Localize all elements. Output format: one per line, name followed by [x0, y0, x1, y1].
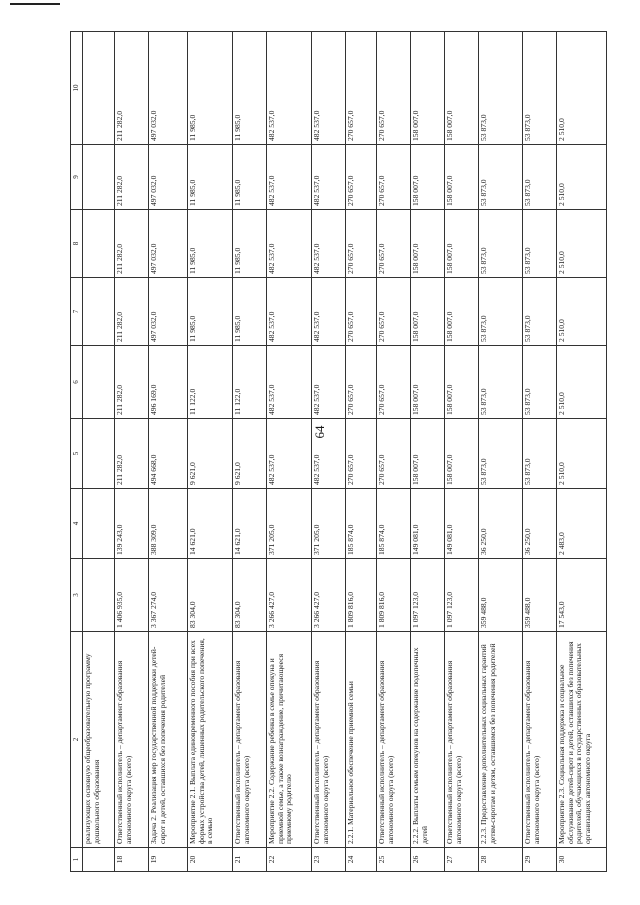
value-cell: 53 873,0 [523, 278, 557, 346]
value-cell: 388 309,0 [149, 489, 188, 559]
header-cell: 9 [71, 145, 83, 210]
value-cell: 11 985,0 [233, 145, 267, 210]
row-number-cell: 24 [346, 848, 377, 872]
value-cell: 371 205,0 [267, 489, 312, 559]
value-cell: 482 537,0 [312, 419, 346, 489]
continuation-row [83, 32, 115, 872]
value-cell: 482 537,0 [267, 210, 312, 278]
row-number-cell: 20 [188, 848, 233, 872]
table-row [188, 32, 233, 872]
value-cell: 158 007,0 [445, 278, 479, 346]
value-cell: 270 657,0 [377, 346, 411, 419]
table-row [346, 32, 377, 872]
value-cell: 270 657,0 [346, 278, 377, 346]
value-cell: 14 621,0 [188, 489, 233, 559]
value-cell: 53 873,0 [479, 210, 523, 278]
table-row [149, 32, 188, 872]
value-cell: 211 282,0 [115, 210, 149, 278]
value-cell: 149 081,0 [411, 489, 445, 559]
value-cell: 496 169,0 [149, 346, 188, 419]
empty-cell [83, 32, 115, 145]
table-row [557, 32, 607, 872]
value-cell: 53 873,0 [523, 32, 557, 145]
value-cell: 11 985,0 [188, 32, 233, 145]
value-cell: 1 097 123,0 [411, 559, 445, 632]
value-cell: 270 657,0 [377, 278, 411, 346]
table-row [233, 32, 267, 872]
row-number-cell: 29 [523, 848, 557, 872]
value-cell: 14 621,0 [233, 489, 267, 559]
header-cell: 8 [71, 210, 83, 278]
value-cell: 494 668,0 [149, 419, 188, 489]
value-cell: 1 097 123,0 [445, 559, 479, 632]
row-name-cell: Мероприятие 2.1. Выплата единовременного пособия при всех формах устройства детей, лишенных родительского попечения, в семью [188, 632, 233, 848]
empty-cell [83, 210, 115, 278]
value-cell: 11 985,0 [188, 278, 233, 346]
header-cell: 4 [71, 489, 83, 559]
row-name-cell: Ответственный исполнитель – департамент образования автономного округа (всего) [233, 632, 267, 848]
table-body [71, 32, 607, 872]
table-row [523, 32, 557, 872]
row-name-cell: Ответственный исполнитель – департамент образования автономного округа (всего) [523, 632, 557, 848]
empty-cell [83, 489, 115, 559]
value-cell: 3 266 427,0 [267, 559, 312, 632]
empty-cell [83, 145, 115, 210]
header-cell: 7 [71, 278, 83, 346]
value-cell: 270 657,0 [346, 346, 377, 419]
value-cell: 11 985,0 [233, 278, 267, 346]
header-cell: 5 [71, 419, 83, 489]
row-name-cell: Ответственный исполнитель – департамент образования автономного округа (всего) [312, 632, 346, 848]
value-cell: 482 537,0 [267, 145, 312, 210]
value-cell: 2 510,0 [557, 145, 607, 210]
empty-cell [83, 278, 115, 346]
value-cell: 482 537,0 [312, 278, 346, 346]
table-row [377, 32, 411, 872]
value-cell: 11 985,0 [233, 32, 267, 145]
value-cell: 497 032,0 [149, 210, 188, 278]
value-cell: 158 007,0 [411, 32, 445, 145]
value-cell: 482 537,0 [312, 210, 346, 278]
value-cell: 211 282,0 [115, 278, 149, 346]
value-cell: 53 873,0 [523, 145, 557, 210]
table-row [479, 32, 523, 872]
value-cell: 11 985,0 [188, 210, 233, 278]
row-name-cell: Мероприятие 2.2. Содержание ребенка в семье опекуна и приемной семье, а также вознаграждение, причитающееся приемному родителю [267, 632, 312, 848]
value-cell: 53 873,0 [479, 278, 523, 346]
value-cell: 482 537,0 [267, 346, 312, 419]
value-cell: 482 537,0 [312, 32, 346, 145]
header-cell: 1 [71, 848, 83, 872]
value-cell: 270 657,0 [377, 145, 411, 210]
value-cell: 270 657,0 [346, 32, 377, 145]
value-cell: 9 621,0 [188, 419, 233, 489]
value-cell: 211 282,0 [115, 346, 149, 419]
value-cell: 270 657,0 [346, 419, 377, 489]
value-cell: 2 510,0 [557, 278, 607, 346]
row-number-cell: 19 [149, 848, 188, 872]
value-cell: 270 657,0 [346, 210, 377, 278]
header-cell: 10 [71, 32, 83, 145]
header-cell: 6 [71, 346, 83, 419]
value-cell: 1 406 935,0 [115, 559, 149, 632]
value-cell: 53 873,0 [479, 419, 523, 489]
value-cell: 158 007,0 [445, 145, 479, 210]
value-cell: 185 874,0 [346, 489, 377, 559]
row-number-cell: 30 [557, 848, 607, 872]
value-cell: 359 488,0 [479, 559, 523, 632]
value-cell: 497 032,0 [149, 145, 188, 210]
row-name-cell: Задача 2. Реализация мер государственной поддержки детей-сирот и детей, оставшихся без попечения родителей [149, 632, 188, 848]
value-cell: 36 250,0 [479, 489, 523, 559]
table-row [445, 32, 479, 872]
row-name-cell: 2.2.2. Выплаты семьям опекунов на содержание подопечных детей [411, 632, 445, 848]
budget-table [70, 31, 607, 872]
value-cell: 139 243,0 [115, 489, 149, 559]
table-row [411, 32, 445, 872]
value-cell: 158 007,0 [411, 346, 445, 419]
value-cell: 270 657,0 [377, 210, 411, 278]
continuation-text: реализующих основную общеобразовательную программу дошкольного образования [83, 632, 115, 848]
value-cell: 3 266 427,0 [312, 559, 346, 632]
value-cell: 371 205,0 [312, 489, 346, 559]
value-cell: 11 985,0 [233, 210, 267, 278]
value-cell: 11 122,0 [233, 346, 267, 419]
value-cell: 158 007,0 [445, 32, 479, 145]
row-name-cell: Ответственный исполнитель – департамент образования автономного округа (всего) [445, 632, 479, 848]
value-cell: 270 657,0 [346, 145, 377, 210]
row-number-cell: 28 [479, 848, 523, 872]
value-cell: 3 367 274,0 [149, 559, 188, 632]
value-cell: 497 032,0 [149, 32, 188, 145]
value-cell: 211 282,0 [115, 419, 149, 489]
value-cell: 482 537,0 [267, 32, 312, 145]
value-cell: 158 007,0 [445, 210, 479, 278]
value-cell: 158 007,0 [445, 419, 479, 489]
row-name-cell: Мероприятие 2.3. Социальная поддержка и социальное обслуживание детей-сирот и детей, оставшихся без попечения родителей, обучающихся в государственных образовательных организациях автономного округа [557, 632, 607, 848]
value-cell: 83 304,0 [233, 559, 267, 632]
value-cell: 11 122,0 [188, 346, 233, 419]
value-cell: 158 007,0 [411, 210, 445, 278]
value-cell: 359 488,0 [523, 559, 557, 632]
empty-cell [83, 346, 115, 419]
table-row [312, 32, 346, 872]
value-cell: 270 657,0 [377, 419, 411, 489]
table-row [267, 32, 312, 872]
value-cell: 482 537,0 [267, 278, 312, 346]
value-cell: 211 282,0 [115, 32, 149, 145]
page-number: 64 [312, 425, 327, 439]
value-cell: 482 537,0 [312, 346, 346, 419]
value-cell: 2 510,0 [557, 210, 607, 278]
value-cell: 482 537,0 [312, 145, 346, 210]
table-row [115, 32, 149, 872]
value-cell: 158 007,0 [411, 145, 445, 210]
value-cell: 53 873,0 [479, 346, 523, 419]
row-name-cell: Ответственный исполнитель – департамент образования автономного округа (всего) [115, 632, 149, 848]
row-number-cell: 23 [312, 848, 346, 872]
value-cell: 270 657,0 [377, 32, 411, 145]
empty-cell [83, 419, 115, 489]
value-cell: 53 873,0 [523, 346, 557, 419]
value-cell: 53 873,0 [479, 32, 523, 145]
value-cell: 2 483,0 [557, 489, 607, 559]
row-number-cell: 25 [377, 848, 411, 872]
value-cell: 2 510,0 [557, 419, 607, 489]
rotated-table-wrapper [70, 32, 592, 872]
value-cell: 482 537,0 [267, 419, 312, 489]
value-cell: 497 032,0 [149, 278, 188, 346]
value-cell: 158 007,0 [411, 278, 445, 346]
value-cell: 211 282,0 [115, 145, 149, 210]
value-cell: 53 873,0 [479, 145, 523, 210]
value-cell: 53 873,0 [523, 210, 557, 278]
row-number-cell [83, 848, 115, 872]
row-name-cell: 2.2.1. Материальное обеспечение приемной семьи [346, 632, 377, 848]
value-cell: 158 007,0 [411, 419, 445, 489]
header-cell: 3 [71, 559, 83, 632]
row-number-cell: 22 [267, 848, 312, 872]
row-number-cell: 18 [115, 848, 149, 872]
row-number-cell: 27 [445, 848, 479, 872]
header-row [71, 32, 83, 872]
row-number-cell: 26 [411, 848, 445, 872]
value-cell: 2 510,0 [557, 346, 607, 419]
value-cell: 9 621,0 [233, 419, 267, 489]
value-cell: 36 250,0 [523, 489, 557, 559]
value-cell: 158 007,0 [445, 346, 479, 419]
value-cell: 53 873,0 [523, 419, 557, 489]
value-cell: 11 985,0 [188, 145, 233, 210]
row-number-cell: 21 [233, 848, 267, 872]
empty-cell [83, 559, 115, 632]
value-cell: 149 081,0 [445, 489, 479, 559]
value-cell: 83 304,0 [188, 559, 233, 632]
row-name-cell: 2.2.3. Предоставление дополнительных социальных гарантий детям-сиротам и детям, оставшимся без попечения родителей [479, 632, 523, 848]
row-name-cell: Ответственный исполнитель – департамент образования автономного округа (всего) [377, 632, 411, 848]
value-cell: 1 809 816,0 [346, 559, 377, 632]
header-cell: 2 [71, 632, 83, 848]
value-cell: 2 510,0 [557, 32, 607, 145]
value-cell: 1 809 816,0 [377, 559, 411, 632]
value-cell: 17 543,0 [557, 559, 607, 632]
value-cell: 185 874,0 [377, 489, 411, 559]
top-rule [10, 3, 60, 5]
